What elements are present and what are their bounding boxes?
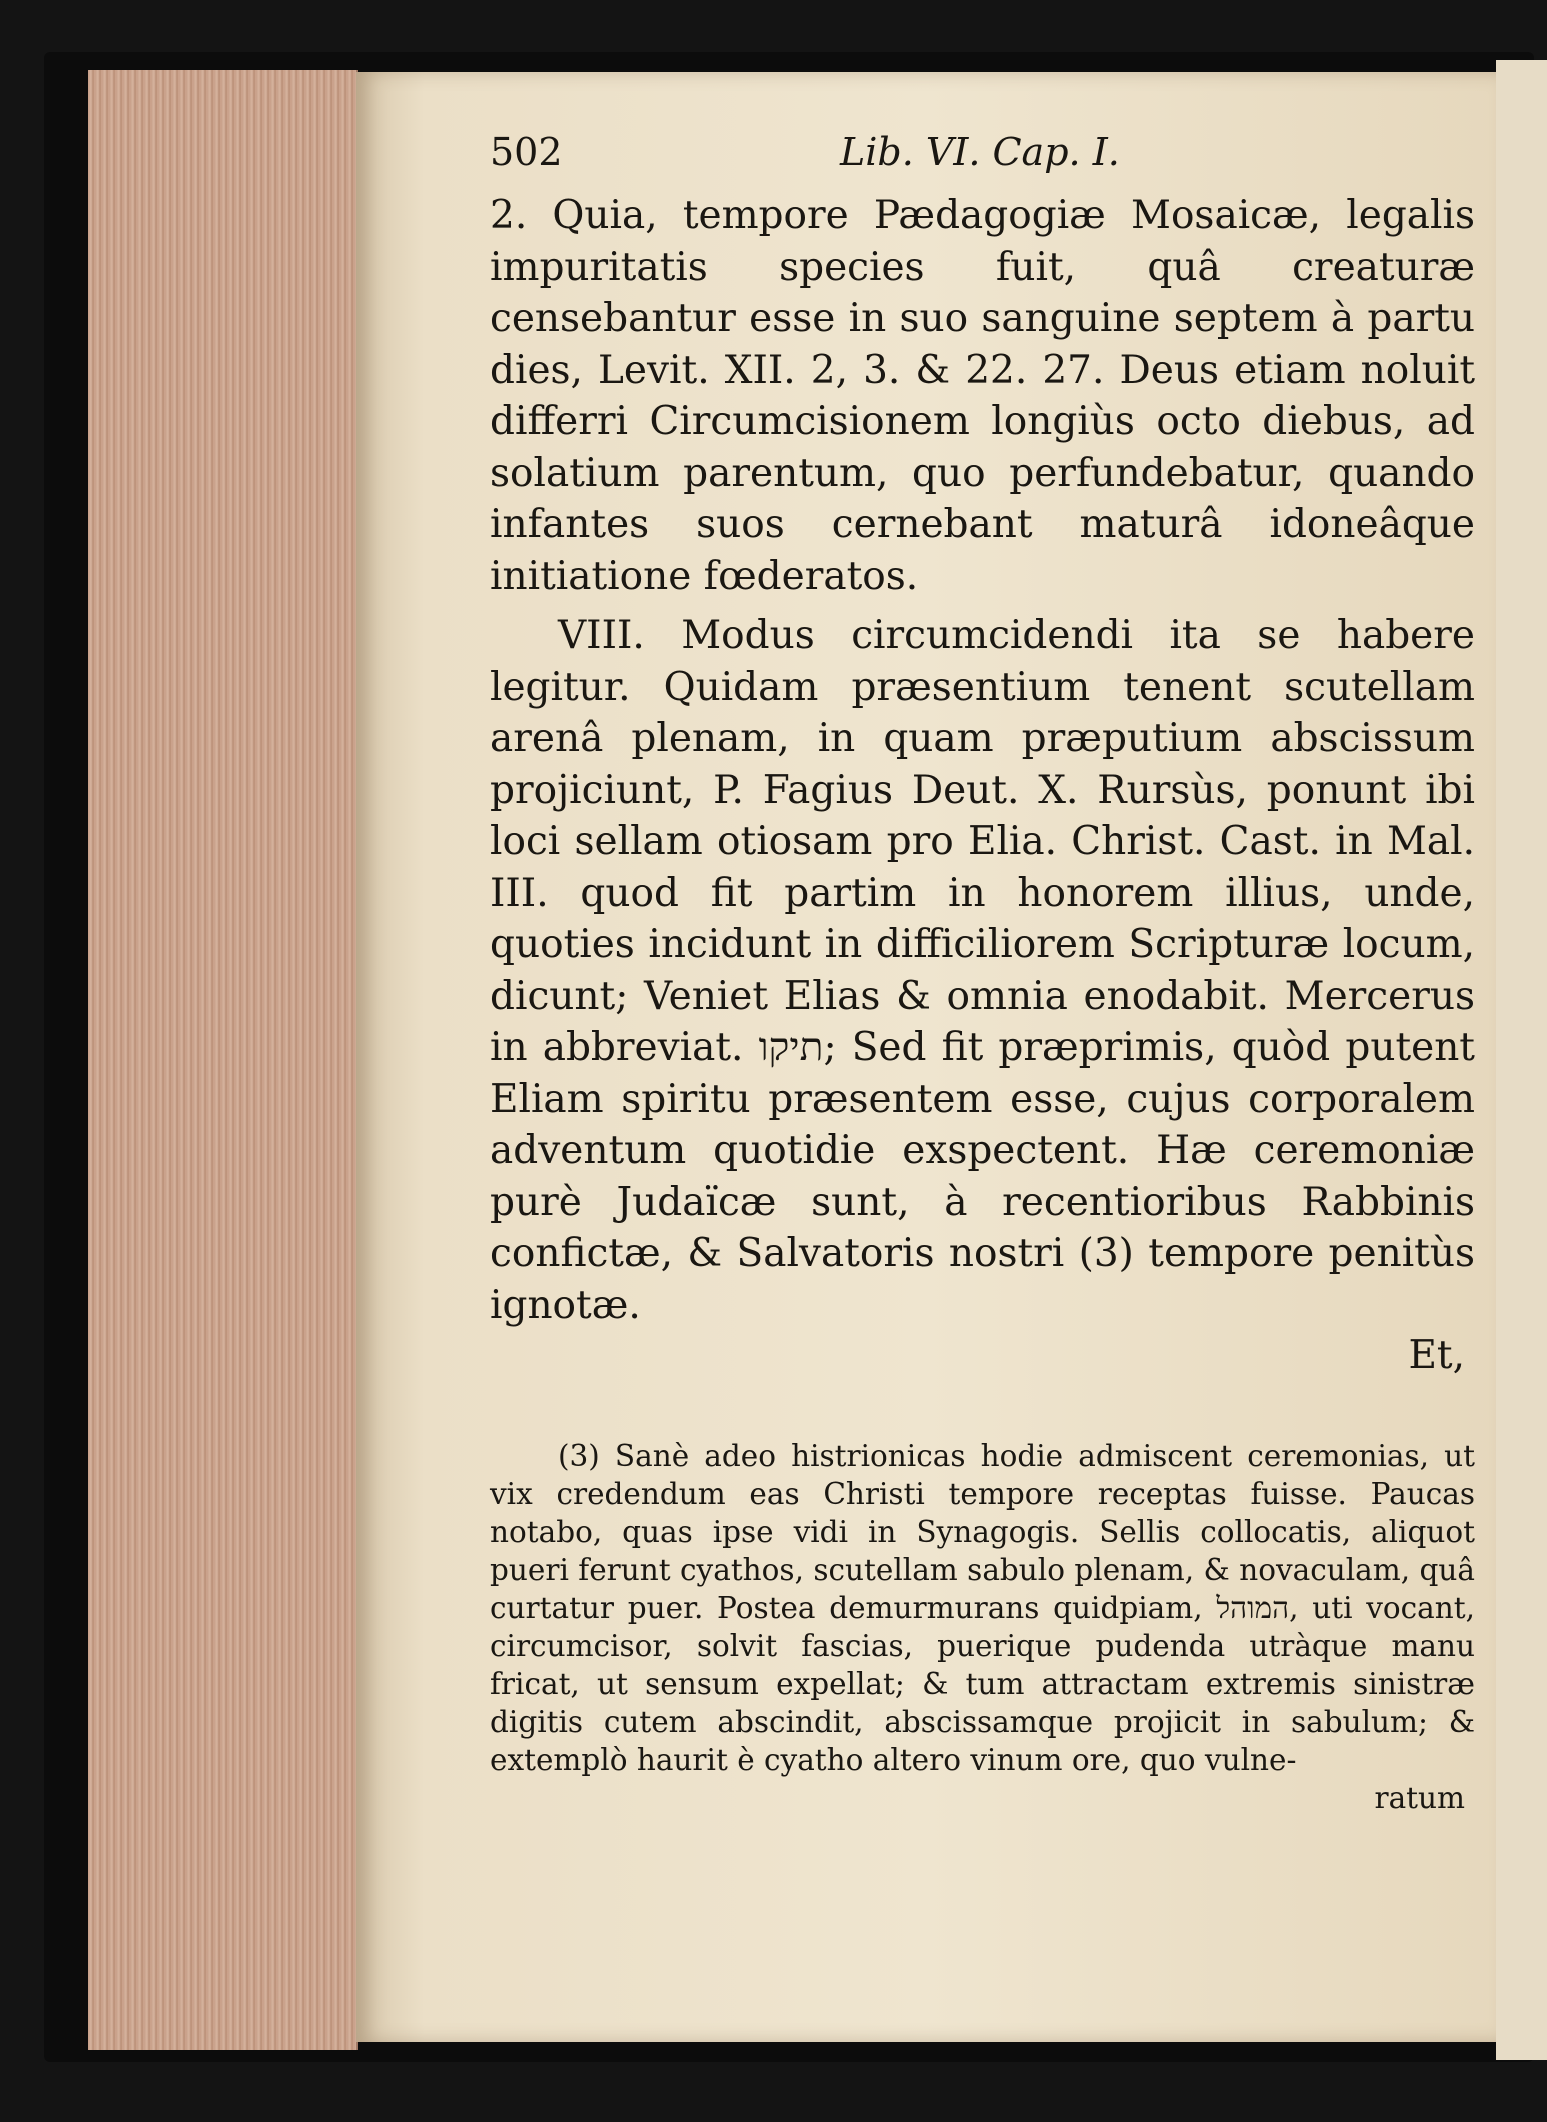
footnote-text: (3) Sanè adeo histrionicas hodie admiscent ceremonias, ut vix credendum eas Christi tempore receptas fuisse. Paucas notabo, quas ipse vidi in Synagogis. Sellis collocatis, aliquot pueri ferunt cyathos, scutellam sabulo plenam, & novaculam, quâ curtatur puer. Postea demurmurans quidpiam, המוהל, uti vocant, circumcisor, solvit fascias, puerique pudenda utràque manu fricat, ut sensum expellat; & tum attractam extremis sinistræ digitis cutem abscindit, abscissamque projicit in sabulum; & extemplò haurit è cyatho altero vinum ore, quo vulne-: [490, 1439, 1475, 1777]
facing-page-edge: [1496, 60, 1547, 2060]
text-column: [490, 130, 1475, 1817]
page-number: 502: [490, 130, 563, 174]
paragraph-1: 2. Quia, tempore Pædagogiæ Mosaicæ, legalis impuritatis species fuit, quâ creaturæ censebantur esse in suo sanguine septem à partu dies, Levit. XII. 2, 3. & 22. 27. Deus etiam noluit differri Circumcisionem longiùs octo diebus, ad solatium parentum, quo perfundebatur, quando infantes suos cernebant maturâ idoneâque initiatione fœderatos.: [490, 193, 1475, 599]
main-text: [490, 190, 1475, 1331]
paragraph-2: VIII. Modus circumcidendi ita se habere legitur. Quidam præsentium tenent scutellam arenâ plenam, in quam præputium abscissum projiciunt, P. Fagius Deut. X. Rursùs, ponunt ibi loci sellam otiosam pro Elia. Christ. Cast. in Mal. III. quod fit partim in honorem illius, unde, quoties incidunt in difficiliorem Scripturæ locum, dicunt; Veniet Elias & omnia enodabit. Mercerus in abbreviat. תיקו; Sed fit præprimis, quòd putent Eliam spiritu præsentem esse, cujus corporalem adventum quotidie exspectent. Hæ ceremoniæ purè Judaïcæ sunt, à recentioribus Rabbinis confictæ, & Salvatoris nostri (3) tempore penitùs ignotæ.: [490, 613, 1475, 1328]
running-head: Lib. VI. Cap. I.: [840, 130, 1120, 174]
footnote-catchword: ratum: [1374, 1781, 1465, 1815]
page-edges: [88, 70, 358, 2050]
catchword: Et,: [1408, 1333, 1465, 1378]
footnote: [490, 1437, 1475, 1779]
page-header: [490, 130, 1475, 190]
